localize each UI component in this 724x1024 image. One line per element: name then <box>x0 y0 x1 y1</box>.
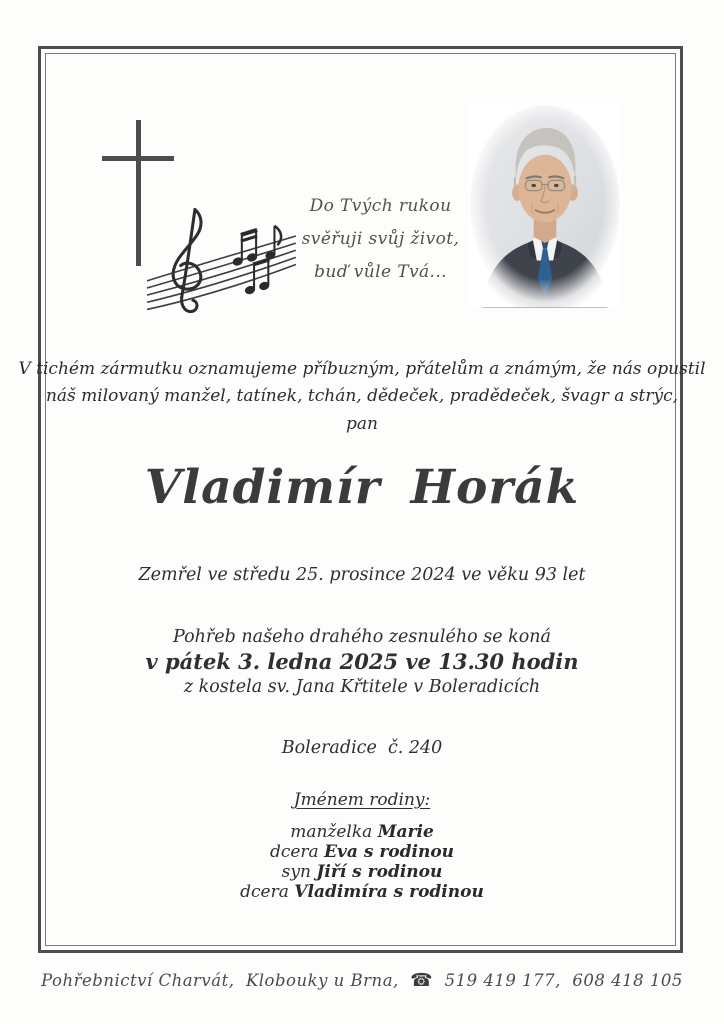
family-heading: Jménem rodiny: <box>293 790 431 810</box>
memorial-verse <box>288 190 473 289</box>
family-relation: dcera <box>240 882 295 902</box>
cross-icon <box>136 120 141 266</box>
family-member-line <box>0 882 724 902</box>
family-member-name: Jiří s rodinou <box>316 862 443 882</box>
family-relation: manželka <box>290 822 378 842</box>
family-relation: dcera <box>269 842 325 862</box>
verse-line: svěřuji svůj život, <box>301 229 460 249</box>
announcement-line-2: náš milovaný manžel, tatínek, tchán, dědeček, pradědeček, švagr a strýc, <box>45 386 679 406</box>
deceased-first-name: Vladimír <box>144 460 381 515</box>
portrait-photo <box>468 102 622 308</box>
deceased-last-name: Horák <box>410 460 580 515</box>
funeral-info-line-2: v pátek 3. ledna 2025 ve 13.30 hodin <box>145 649 579 674</box>
funeral-info-line-1: Pohřeb našeho drahého zesnulého se koná <box>173 627 551 647</box>
verse-line: Do Tvých rukou <box>309 196 452 216</box>
cross-icon-bar <box>102 156 174 161</box>
death-date-line: Zemřel ve středu 25. prosince 2024 ve věku 93 let <box>138 565 586 585</box>
family-member-name: Vladimíra s rodinou <box>294 882 484 902</box>
funeral-home-footer <box>0 970 724 991</box>
family-list <box>0 822 724 902</box>
family-member-name: Marie <box>377 822 434 842</box>
family-member-line <box>0 842 724 862</box>
home-address: Boleradice č. 240 <box>281 738 443 758</box>
announcement-line-1: V tichém zármutku oznamujeme příbuzným, přátelům a známým, že nás opustil <box>18 359 706 379</box>
family-relation: syn <box>281 862 317 882</box>
verse-line: buď vůle Tvá... <box>314 262 447 282</box>
salutation: pan <box>346 414 378 434</box>
announcement-text <box>0 356 724 410</box>
music-notes-icon <box>145 203 303 321</box>
funeral-home-name: Pohřebnictví Charvát, Klobouky u Brna, <box>41 971 411 990</box>
family-member-name: Eva s rodinou <box>324 842 455 862</box>
telephone-icon: ☎ <box>410 970 434 991</box>
funeral-home-phones: 519 419 177, 608 418 105 <box>433 971 683 990</box>
funeral-info-line-3: z kostela sv. Jana Křtitele v Boleradicích <box>183 677 541 697</box>
family-member-line <box>0 822 724 842</box>
family-member-line <box>0 862 724 882</box>
deceased-name <box>0 460 724 515</box>
